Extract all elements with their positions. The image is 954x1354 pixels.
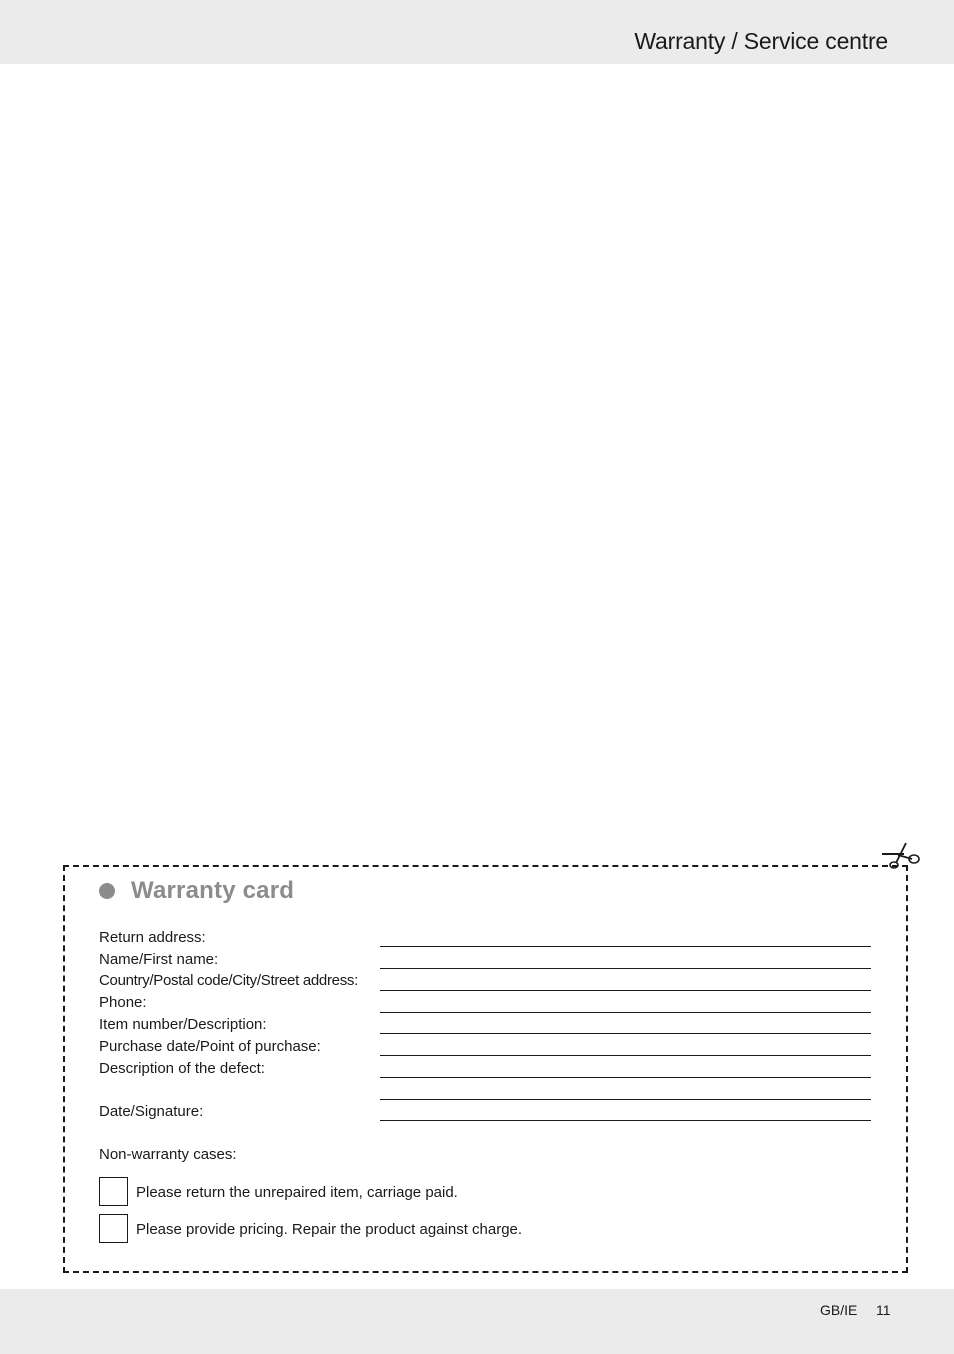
field-label-date-signature: Date/Signature:: [99, 1103, 204, 1120]
page-title: Warranty / Service centre: [634, 28, 888, 54]
item-field[interactable]: [380, 1033, 871, 1034]
return-address-field[interactable]: [380, 946, 871, 947]
provide-pricing-label: Please provide pricing. Repair the product against charge.: [136, 1221, 523, 1238]
footer-bar: [0, 1289, 954, 1354]
return-unrepaired-label: Please return the unrepaired item, carriage paid.: [136, 1184, 458, 1201]
date-signature-field[interactable]: [380, 1120, 871, 1121]
field-label-name: Name/First name:: [99, 951, 219, 968]
card-title: Warranty card: [131, 877, 295, 904]
field-label-address: Country/Postal code/City/Street address:: [99, 972, 358, 989]
provide-pricing-checkbox[interactable]: [99, 1214, 128, 1243]
address-field[interactable]: [380, 990, 871, 991]
name-field[interactable]: [380, 968, 871, 969]
field-label-return-address: Return address:: [99, 929, 206, 946]
phone-field[interactable]: [380, 1012, 871, 1013]
non-warranty-label: Non-warranty cases:: [99, 1146, 237, 1163]
page-number: 11: [876, 1302, 891, 1318]
field-label-defect: Description of the defect:: [99, 1060, 265, 1077]
field-label-item: Item number/Description:: [99, 1016, 267, 1033]
purchase-field[interactable]: [380, 1055, 871, 1056]
field-label-phone: Phone:: [99, 994, 147, 1011]
field-label-purchase: Purchase date/Point of purchase:: [99, 1038, 321, 1055]
footer-language: GB/IE: [820, 1302, 858, 1318]
defect-field[interactable]: [380, 1077, 871, 1078]
bullet-icon: [99, 883, 115, 899]
defect-field-line-2[interactable]: [380, 1099, 871, 1100]
return-unrepaired-checkbox[interactable]: [99, 1177, 128, 1206]
card-heading: [99, 877, 294, 905]
